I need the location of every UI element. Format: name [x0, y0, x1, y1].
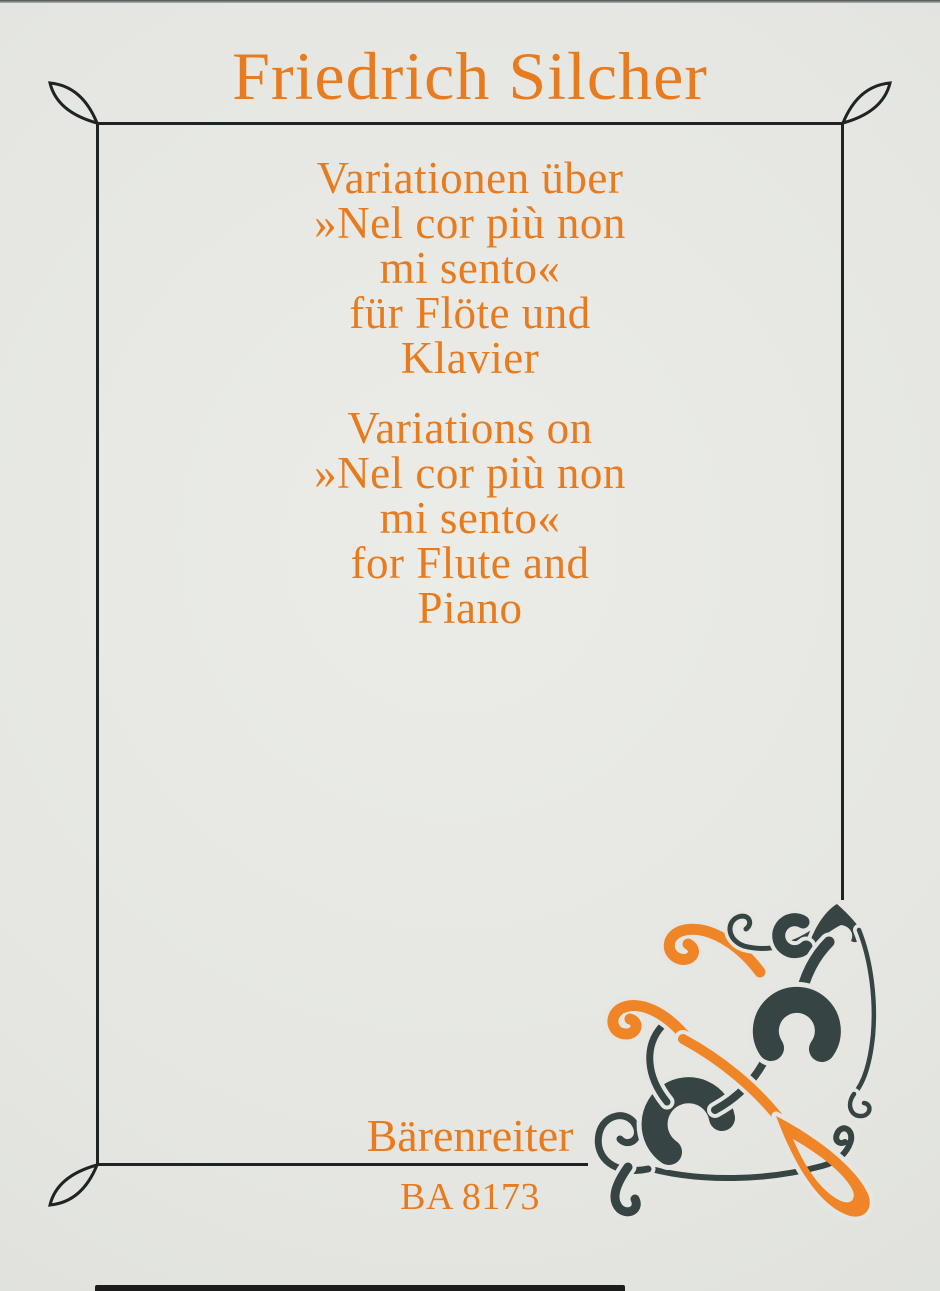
work-title-german — [0, 153, 940, 383]
title-line: Piano — [417, 583, 523, 633]
scan-edge-top — [0, 0, 940, 3]
title-line: Variationen über — [316, 153, 624, 203]
composer-name: Friedrich Silcher — [232, 38, 708, 114]
title-line: for Flute and — [350, 538, 590, 588]
frame-border-top — [96, 122, 844, 125]
catalog-number: BA 8173 — [400, 1176, 540, 1218]
title-line: »Nel cor più non — [314, 198, 626, 248]
publisher-name: Bärenreiter — [366, 1110, 574, 1161]
title-line: »Nel cor più non — [314, 448, 626, 498]
scan-edge-bottom — [95, 1285, 625, 1291]
title-line: mi sento« — [379, 243, 561, 293]
work-title-english — [0, 403, 940, 633]
title-line: für Flöte und — [349, 288, 591, 338]
title-line: Variations on — [347, 403, 593, 453]
corner-leaf-icon — [838, 52, 914, 128]
frame-border-bottom — [96, 1163, 588, 1166]
title-line: Klavier — [400, 333, 540, 383]
art-nouveau-flourish-icon — [570, 878, 940, 1291]
corner-leaf-icon — [26, 52, 102, 128]
title-line: mi sento« — [379, 493, 561, 543]
